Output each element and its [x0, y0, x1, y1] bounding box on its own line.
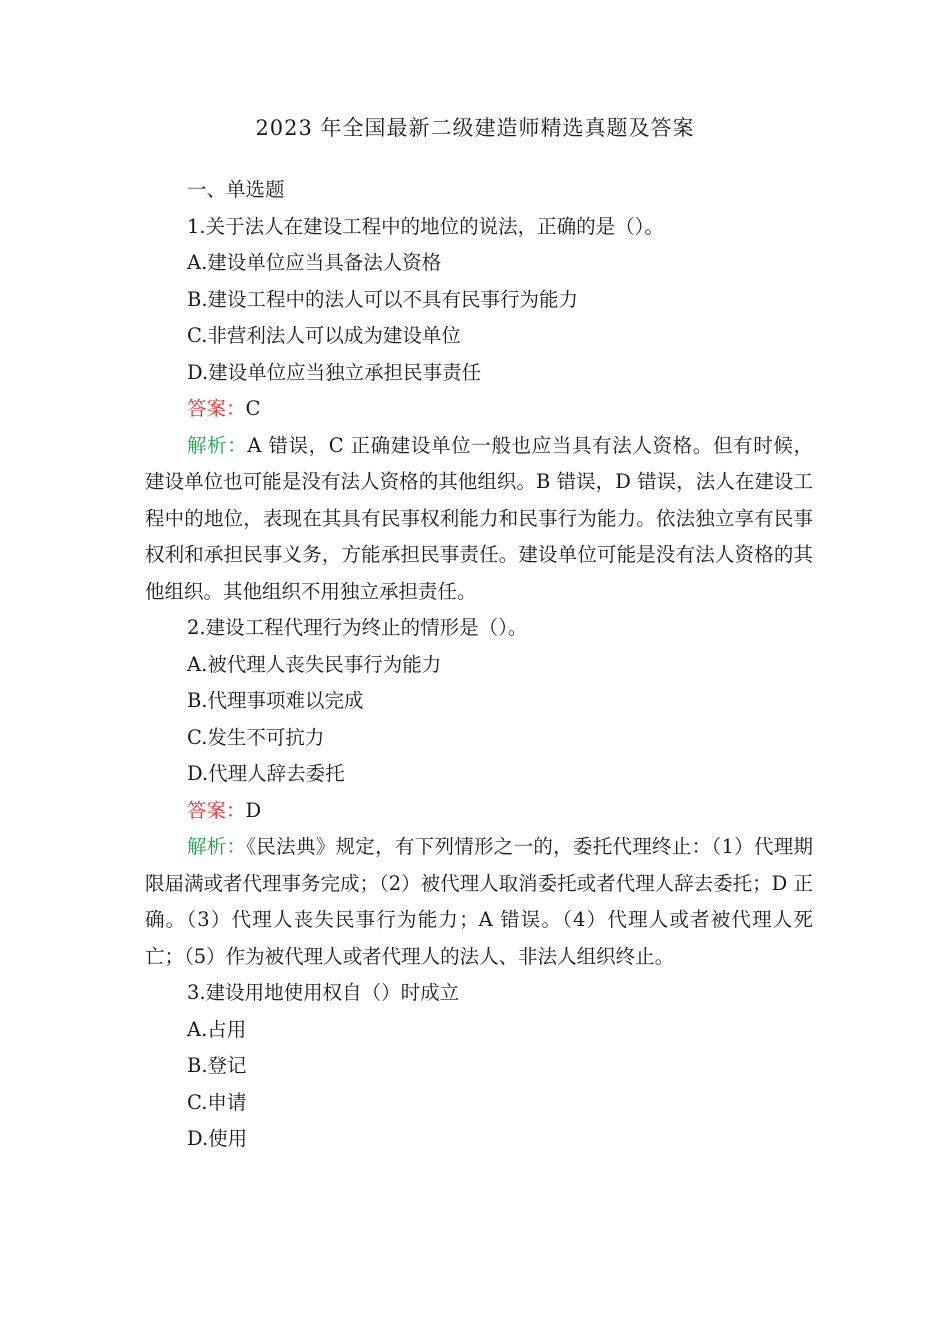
document-body — [145, 172, 813, 1158]
explanation-text: A 错误，C 正确建设单位一般也应当具有法人资格。但有时候，建设单位也可能是没有法人资格的其他组织。B 错误，D 错误，法人在建设工程中的地位，表现在其具有民事权利能力和民事行为能力。依法独立享有民事权利和承担民事义务，方能承担民事责任。建设单位可能是没有法人资格的其他组织。其他组织不用独立承担责任。 — [145, 433, 813, 603]
answer-value: D — [245, 798, 262, 822]
question-stem: 2.建设工程代理行为终止的情形是（）。 — [187, 616, 528, 639]
answer-label: 答案： — [187, 798, 246, 822]
answer-line — [145, 793, 813, 830]
section-heading: 一、单选题 — [187, 178, 285, 201]
explanation-label: 解析： — [187, 433, 248, 457]
option-item: B.代理事项难以完成 — [187, 689, 364, 712]
option-item: A.占用 — [187, 1017, 247, 1041]
option-item: C.非营利法人可以成为建设单位 — [187, 324, 461, 347]
question-stem: 1.关于法人在建设工程中的地位的说法，正确的是（）。 — [187, 214, 664, 238]
option-item: D.代理人辞去委托 — [187, 762, 345, 785]
answer-line — [145, 391, 813, 428]
explanation-paragraph — [145, 829, 813, 975]
answer-value: C — [245, 397, 261, 420]
option-item: A.建设单位应当具备法人资格 — [187, 251, 442, 274]
document-title: 2023 年全国最新二级建造师精选真题及答案 — [255, 116, 695, 140]
explanation-label: 解析： — [187, 835, 247, 858]
explanation-paragraph — [145, 428, 813, 611]
option-item: D.使用 — [187, 1127, 248, 1150]
answer-label: 答案： — [187, 397, 246, 420]
option-item: D.建设单位应当独立承担民事责任 — [187, 360, 482, 384]
question-stem: 3.建设用地使用权自（）时成立 — [187, 981, 460, 1004]
option-item: B.建设工程中的法人可以不具有民事行为能力 — [187, 287, 579, 311]
explanation-text: 《民法典》规定，有下列情形之一的，委托代理终止：（1）代理期限届满或者代理事务完成；（2）被代理人取消委托或者代理人辞去委托；D 正确。（3）代理人丧失民事行为能力；A 错误。（4）代理人或者被代理人死亡；（5）作为被代理人或者代理人的法人、非法人组织终止。 — [145, 835, 813, 968]
option-item: A.被代理人丧失民事行为能力 — [187, 652, 442, 676]
option-item: C.申请 — [187, 1090, 247, 1114]
option-item: C.发生不可抗力 — [187, 725, 325, 749]
option-item: B.登记 — [187, 1054, 247, 1077]
